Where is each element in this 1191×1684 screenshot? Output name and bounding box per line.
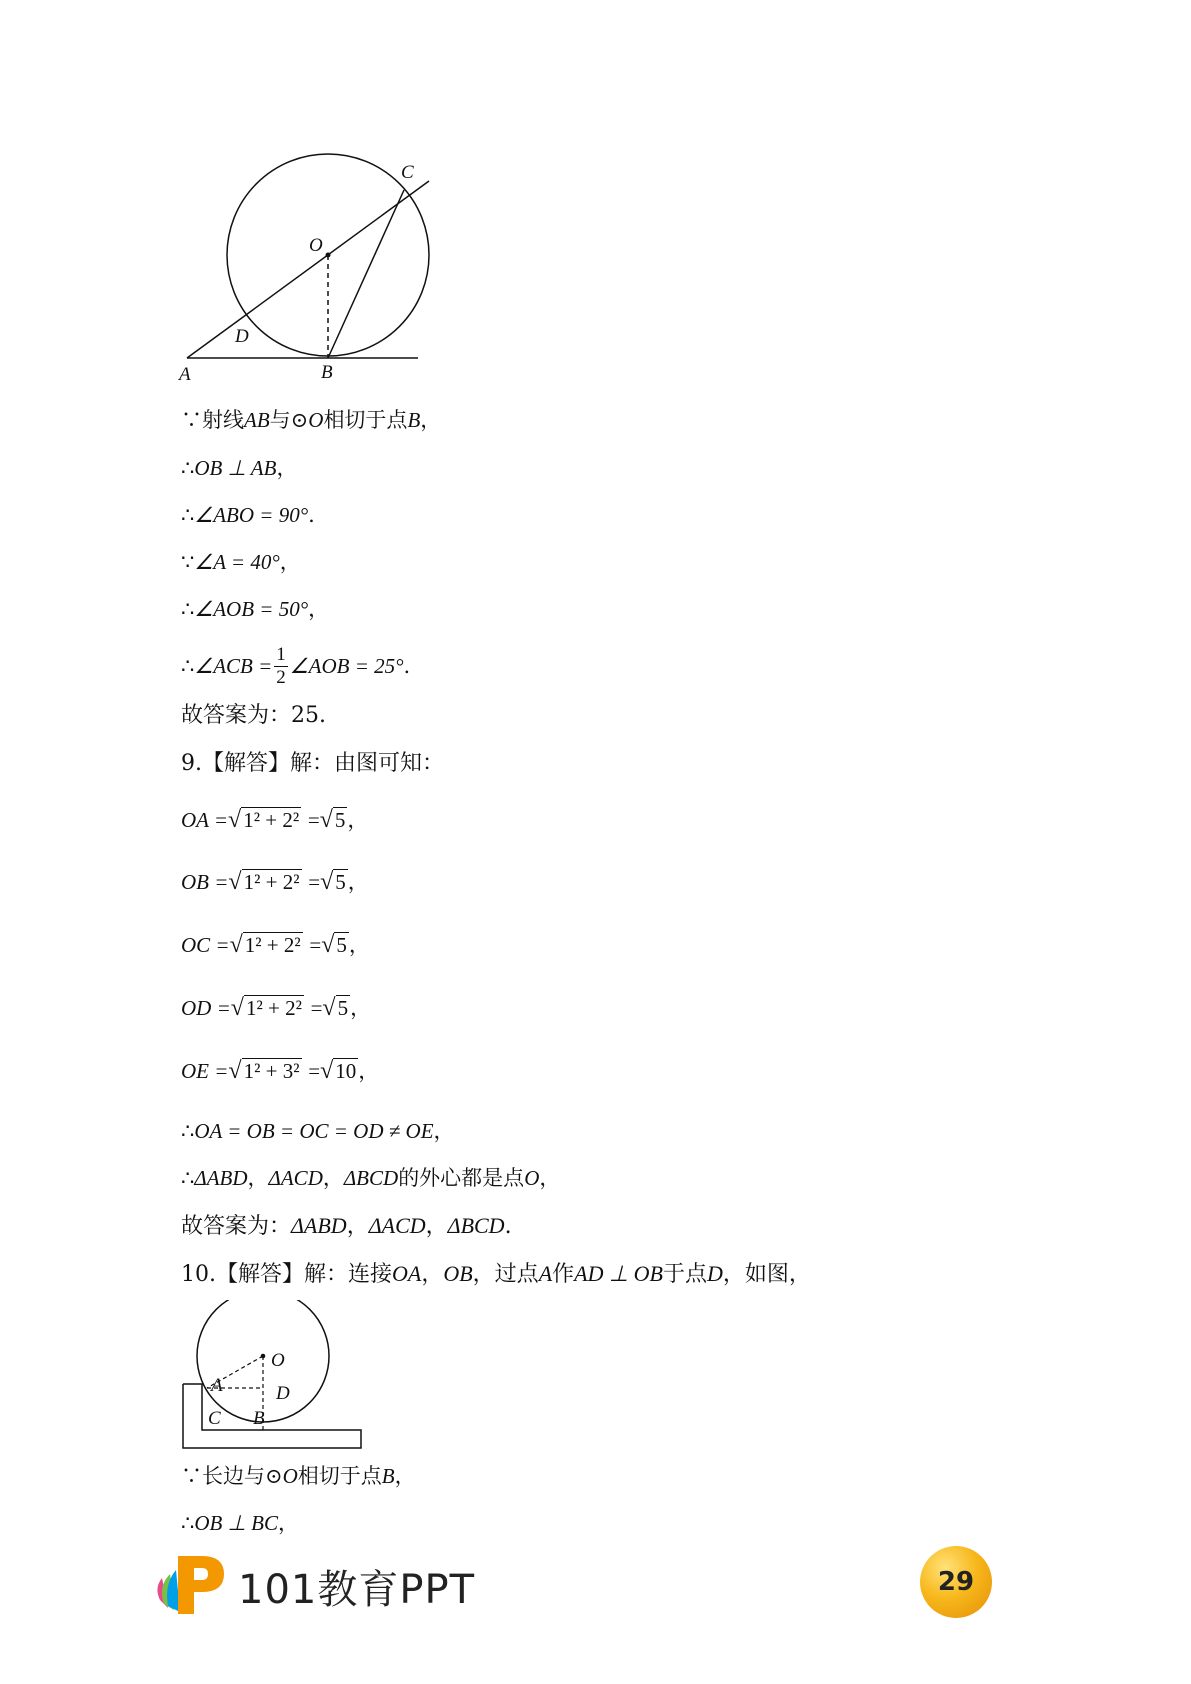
punct: ， [350, 996, 372, 1020]
question-10 [181, 1260, 811, 1289]
punct: . [308, 503, 315, 527]
text: 相切于点 [323, 408, 408, 432]
eq: = [308, 1059, 321, 1083]
because: ∵ [181, 550, 195, 574]
sqrt-icon: √ [321, 932, 335, 958]
punct: ， [276, 456, 298, 480]
line-1 [181, 406, 441, 434]
page-number-badge [920, 1546, 992, 1618]
label-o: O [309, 235, 323, 256]
text: ，过点 [472, 1262, 539, 1287]
math: ΔACD [268, 1166, 323, 1190]
therefore: ∴ [181, 456, 195, 480]
question-9: 9.【解答】解：由图可知： [181, 751, 444, 776]
oa-line [181, 806, 368, 834]
figure-circle-tangent [175, 150, 435, 390]
label-o: O [271, 1350, 285, 1371]
line-6 [181, 640, 410, 692]
sqrt-icon: √ [228, 1058, 242, 1084]
punct: ， [421, 1262, 444, 1287]
punct: ， [347, 870, 369, 894]
punct: ， [247, 1166, 269, 1190]
sqrt-icon: √ [322, 995, 336, 1021]
oe-line [181, 1057, 379, 1085]
math: OA [392, 1261, 422, 1286]
fraction-half [274, 644, 288, 689]
math: OB ⊥ AB [194, 456, 277, 480]
punct: ， [347, 808, 369, 832]
text: 于点 [662, 1262, 707, 1287]
sqrt-icon: √ [320, 1058, 334, 1084]
math: OD = [181, 996, 231, 1020]
eq: = [307, 808, 320, 832]
line-7: 故答案为：25. [181, 703, 326, 728]
od-line [181, 994, 371, 1022]
line-8 [181, 1117, 455, 1145]
punct: ， [394, 1464, 416, 1488]
math: ∠ACB = [194, 654, 273, 678]
therefore: ∴ [181, 1166, 195, 1190]
radicand: 1² + 2² [243, 870, 300, 894]
line-12 [181, 1509, 299, 1537]
math: OB ⊥ BC [194, 1511, 278, 1535]
math: D [707, 1261, 723, 1286]
punct: ， [433, 1119, 455, 1143]
sqrt-icon: √ [229, 932, 243, 958]
math-o: O [308, 408, 324, 432]
eq: = [309, 933, 322, 957]
line-9 [181, 1164, 560, 1192]
label-d: D [235, 326, 249, 347]
radicand: 1² + 2² [244, 933, 301, 957]
punct: ， [425, 1214, 448, 1239]
math: OA = [181, 808, 229, 832]
math: ΔBCD [343, 1166, 399, 1190]
math: ΔABD [194, 1166, 248, 1190]
text: ，如图， [722, 1262, 811, 1287]
label-d: D [276, 1383, 290, 1404]
oc-line [181, 931, 370, 959]
math: ∠ABO = 90° [194, 503, 309, 527]
page-number: 29 [937, 1567, 975, 1597]
radicand: 5 [334, 808, 346, 832]
circle-o [197, 1300, 329, 1422]
math: ΔABD [291, 1213, 347, 1238]
sqrt-icon: √ [228, 807, 242, 833]
denominator: 2 [276, 666, 286, 688]
radicand: 1² + 2² [245, 996, 302, 1020]
label-c: C [208, 1408, 221, 1429]
label-c: C [401, 162, 414, 183]
therefore: ∴ [181, 597, 195, 621]
radicand: 10 [335, 1059, 357, 1083]
line-3 [181, 501, 315, 529]
label-b: B [253, 1408, 265, 1429]
therefore: ∴ [181, 1119, 195, 1143]
math: ΔBCD [447, 1213, 505, 1238]
figure-circle-on-ruler [175, 1300, 375, 1465]
label-a: A [179, 364, 191, 385]
label-a: A [211, 1375, 223, 1396]
radicand: 5 [336, 933, 347, 957]
math: OA = OB = OC = OD ≠ OE [194, 1119, 434, 1143]
radicand: 5 [337, 996, 349, 1020]
sqrt-icon: √ [319, 807, 333, 833]
punct: ， [278, 1511, 299, 1535]
math: OB = [181, 870, 229, 894]
radicand: 5 [335, 870, 346, 894]
brand-name: 101教育PPT [238, 1567, 476, 1613]
sqrt-icon: √ [230, 995, 244, 1021]
line-4 [181, 548, 301, 576]
secant-line [187, 181, 429, 358]
punct: ， [539, 1166, 561, 1190]
math: OC = [181, 933, 230, 957]
line-5 [181, 595, 329, 623]
text: ∵长边与⊙ [181, 1464, 283, 1488]
eq: = [308, 870, 321, 894]
punct: . [504, 1214, 512, 1239]
punct: ， [348, 933, 370, 957]
radicand: 1² + 3² [243, 1059, 300, 1083]
math: O [282, 1464, 298, 1488]
label-b: B [321, 362, 333, 383]
math-b: B [407, 408, 421, 432]
math: ΔACD [368, 1213, 426, 1238]
text: 作 [552, 1262, 575, 1287]
therefore: ∴ [181, 1511, 195, 1535]
therefore: ∴ [181, 654, 195, 678]
math: ∠AOB = 25° [289, 654, 404, 678]
math: ∠A = 40° [194, 550, 280, 574]
math: OE = [181, 1059, 229, 1083]
text: 的外心都是点 [398, 1166, 525, 1190]
math: OB [443, 1261, 473, 1286]
sqrt-icon: √ [228, 869, 242, 895]
text: 故答案为： [181, 1214, 292, 1239]
math: O [524, 1166, 540, 1190]
punct: ， [279, 550, 301, 574]
math: B [381, 1464, 395, 1488]
punct: ， [358, 1059, 380, 1083]
punct: ， [346, 1214, 369, 1239]
numerator: 1 [276, 643, 286, 665]
therefore: ∴ [181, 503, 195, 527]
punct: ， [420, 408, 442, 432]
text: 与⊙ [269, 408, 309, 432]
math: AD ⊥ OB [574, 1261, 663, 1286]
line-10 [181, 1212, 512, 1241]
punct: ， [308, 597, 330, 621]
line-11 [181, 1462, 416, 1490]
sqrt-icon: √ [320, 869, 334, 895]
math: ∠AOB = 50° [194, 597, 309, 621]
line-2 [181, 454, 297, 482]
radicand: 1² + 2² [243, 808, 300, 832]
punct: . [403, 654, 411, 678]
101-education-logo-icon [150, 1548, 230, 1618]
center-dot [326, 253, 331, 258]
text: 相切于点 [297, 1464, 382, 1488]
ob-line [181, 868, 369, 896]
math: A [538, 1261, 553, 1286]
math-ab: AB [244, 408, 270, 432]
text: 10.【解答】解：连接 [181, 1262, 392, 1287]
eq: = [310, 996, 323, 1020]
center-dot [261, 1354, 266, 1359]
punct: ， [322, 1166, 344, 1190]
text: ∵射线 [181, 408, 244, 432]
